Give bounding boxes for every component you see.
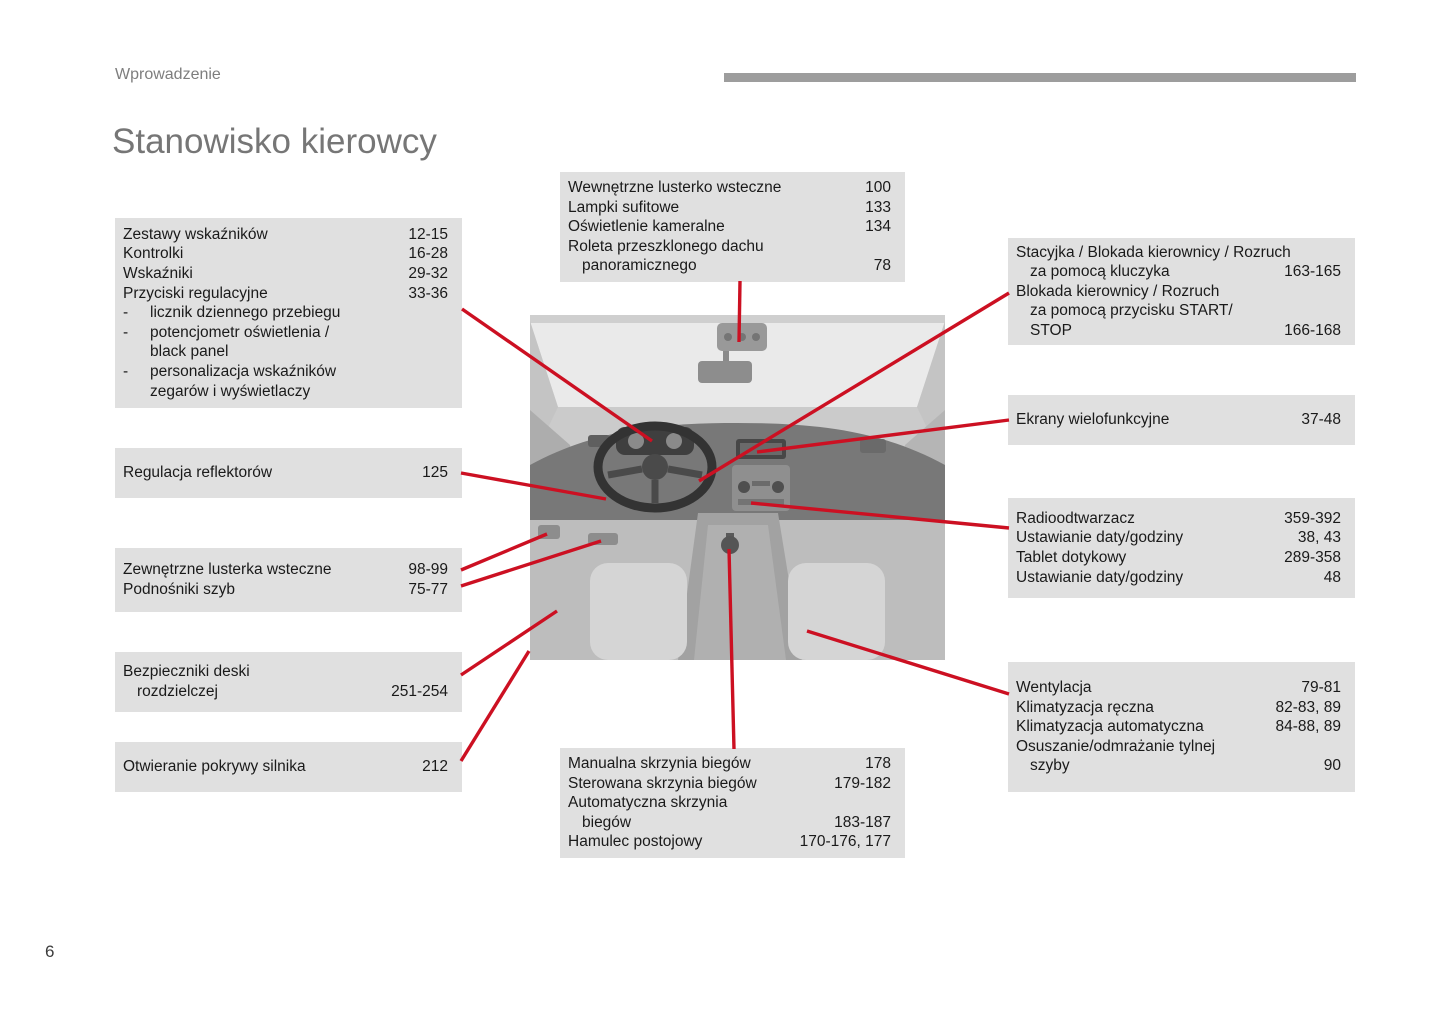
row-pages: 84-88, 89 <box>1275 718 1341 736</box>
row-label: potencjometr oświetlenia / <box>150 323 330 341</box>
callout-row <box>1016 301 1341 321</box>
callout-row <box>1016 717 1341 737</box>
row-label: Wentylacja <box>1016 679 1092 697</box>
row-label: Stacyjka / Blokada kierownicy / Rozruch <box>1016 243 1291 261</box>
callout-row <box>1016 756 1341 776</box>
dashboard-photo <box>530 315 945 660</box>
callout-row <box>123 303 448 323</box>
row-label: Manualna skrzynia biegów <box>568 755 751 773</box>
row-label: Roleta przeszklonego dachu <box>568 237 764 255</box>
callout-row <box>123 362 448 382</box>
row-label: Wskaźniki <box>123 265 193 283</box>
row-pages: 82-83, 89 <box>1275 698 1341 716</box>
window-switches <box>588 533 618 545</box>
callout-row <box>568 774 891 794</box>
row-label: Hamulec postojowy <box>568 833 703 851</box>
row-pages: 33-36 <box>408 284 448 302</box>
callout-row <box>568 198 891 218</box>
callout-row <box>123 225 448 245</box>
row-label: Regulacja reflektorów <box>123 464 273 482</box>
row-label: Lampki sufitowe <box>568 198 680 216</box>
row-pages: 178 <box>865 755 891 773</box>
callout-row <box>568 754 891 774</box>
row-label: za pomocą przycisku START/ <box>1030 302 1233 320</box>
header-rule-bar <box>724 73 1356 82</box>
callout-box-ignition-start <box>1008 238 1355 345</box>
callout-row <box>123 382 448 402</box>
row-label: Otwieranie pokrywy silnika <box>123 758 306 776</box>
callout-row <box>1016 568 1341 588</box>
row-label: Wewnętrzne lusterko wsteczne <box>568 179 782 197</box>
callout-row <box>1016 737 1341 757</box>
callout-row <box>123 560 448 580</box>
row-label: Radioodtwarzacz <box>1016 509 1135 527</box>
dashboard-illustration <box>530 315 945 660</box>
gear-lever <box>721 536 739 554</box>
multifunction-display <box>736 439 786 459</box>
line-bonnet-footwell <box>461 651 529 761</box>
overhead-console <box>717 323 767 351</box>
row-label: Przyciski regulacyjne <box>123 284 268 302</box>
callout-row <box>1016 698 1341 718</box>
callout-row <box>568 793 891 813</box>
callout-row <box>568 217 891 237</box>
callout-row <box>123 264 448 284</box>
callout-box-audio-touchscreen <box>1008 498 1355 598</box>
row-label: Oświetlenie kameralne <box>568 218 725 236</box>
callout-box-dashboard-fuses <box>115 652 462 712</box>
row-label: rozdzielczej <box>137 683 218 700</box>
callout-row <box>1016 528 1341 548</box>
row-pages: 212 <box>422 758 448 776</box>
row-pages: 75-77 <box>408 581 448 598</box>
row-pages: 179-182 <box>834 774 891 792</box>
row-label: Tablet dotykowy <box>1016 549 1127 566</box>
row-pages: 48 <box>1323 568 1341 586</box>
callout-row <box>1016 410 1341 430</box>
page-title: Stanowisko kierowcy <box>112 122 437 161</box>
bullet-dash: - <box>123 362 129 380</box>
callout-row <box>123 682 448 702</box>
callout-row <box>123 284 448 304</box>
row-pages: 125 <box>422 464 448 482</box>
callout-row <box>1016 509 1341 529</box>
row-pages: 12-15 <box>408 225 448 243</box>
row-label: black panel <box>150 343 229 361</box>
callout-box-exterior-mirrors <box>115 548 462 612</box>
row-label: Ustawianie daty/godziny <box>1016 568 1184 586</box>
center-stack <box>732 465 790 511</box>
row-label: Zestawy wskaźników <box>123 225 268 243</box>
left-seat <box>590 563 687 660</box>
section-header: Wprowadzenie <box>115 66 221 83</box>
row-pages: 289-358 <box>1284 549 1341 566</box>
row-pages: 37-48 <box>1301 411 1341 429</box>
callout-row <box>1016 243 1341 263</box>
callout-row <box>123 342 448 362</box>
row-pages: 166-168 <box>1284 321 1341 339</box>
callout-row <box>1016 678 1341 698</box>
row-label: Klimatyzacja automatyczna <box>1016 718 1204 736</box>
row-pages: 163-165 <box>1284 263 1341 281</box>
callout-row <box>568 832 891 852</box>
row-pages: 134 <box>865 218 891 236</box>
callout-row <box>123 662 448 682</box>
row-pages: 183-187 <box>834 813 891 831</box>
row-label: Kontrolki <box>123 245 184 263</box>
callout-row <box>123 757 448 777</box>
callout-row <box>1016 548 1341 568</box>
row-label: Automatyczna skrzynia <box>568 794 728 812</box>
callout-row <box>1016 321 1341 341</box>
row-label: personalizacja wskaźników <box>150 362 337 380</box>
row-pages: 79-81 <box>1301 679 1341 697</box>
row-label: zegarów i wyświetlaczy <box>150 382 311 400</box>
callout-row <box>123 580 448 600</box>
row-label: Ekrany wielofunkcyjne <box>1016 411 1170 429</box>
row-label: Klimatyzacja ręczna <box>1016 698 1154 716</box>
row-pages: 100 <box>865 179 891 197</box>
row-label: Zewnętrzne lusterka wsteczne <box>123 561 332 579</box>
row-pages: 170-176, 177 <box>799 833 891 851</box>
callout-box-overhead-equipment <box>560 172 905 282</box>
callout-row <box>1016 262 1341 282</box>
row-label: Ustawianie daty/godziny <box>1016 529 1184 547</box>
right-seat <box>788 563 885 660</box>
row-label: szyby <box>1030 757 1070 775</box>
bullet-dash: - <box>123 323 129 341</box>
row-pages: 16-28 <box>408 245 448 263</box>
right-air-vent <box>860 439 886 453</box>
callout-row <box>123 244 448 264</box>
callout-box-gearbox-handbrake <box>560 748 905 858</box>
row-label: licznik dziennego przebiegu <box>150 304 341 322</box>
bullet-dash: - <box>123 304 129 322</box>
row-pages: 359-392 <box>1284 509 1341 527</box>
callout-row <box>123 463 448 483</box>
row-label: STOP <box>1030 321 1072 339</box>
callout-box-headlight-adjustment <box>115 448 462 498</box>
row-label: za pomocą kluczyka <box>1030 263 1170 281</box>
row-pages: 251-254 <box>391 683 448 700</box>
row-label: Podnośniki szyb <box>123 581 236 598</box>
callout-box-multifunction-screens <box>1008 395 1355 445</box>
row-pages: 133 <box>865 198 891 216</box>
mirror-control <box>538 525 560 539</box>
callout-row <box>568 813 891 833</box>
callout-box-climate-control <box>1008 662 1355 792</box>
callout-box-instrument-panel <box>115 218 462 408</box>
page-number: 6 <box>45 942 55 961</box>
row-pages: 90 <box>1323 757 1341 775</box>
row-pages: 98-99 <box>408 561 448 579</box>
row-label: Bezpieczniki deski <box>123 663 250 681</box>
row-label: panoramicznego <box>582 257 697 275</box>
row-label: Sterowana skrzynia biegów <box>568 774 757 792</box>
row-pages: 29-32 <box>408 265 448 283</box>
row-label: biegów <box>582 813 632 831</box>
row-pages: 78 <box>873 257 891 275</box>
row-pages: 38, 43 <box>1297 529 1341 547</box>
callout-row <box>123 323 448 343</box>
row-label: Blokada kierownicy / Rozruch <box>1016 282 1220 300</box>
callout-row <box>568 256 891 276</box>
callout-row <box>568 178 891 198</box>
callout-row <box>568 237 891 257</box>
row-label: Osuszanie/odmrażanie tylnej <box>1016 737 1216 755</box>
callout-box-bonnet-release <box>115 742 462 792</box>
callout-row <box>1016 282 1341 302</box>
